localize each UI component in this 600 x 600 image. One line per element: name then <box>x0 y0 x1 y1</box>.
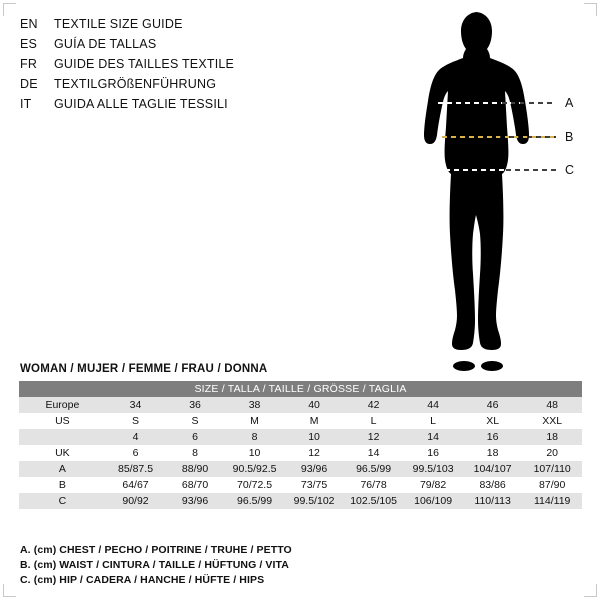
table-row <box>19 397 582 413</box>
cell: S <box>106 413 166 429</box>
table-row <box>19 493 582 509</box>
language-row-it <box>20 94 350 114</box>
cell: L <box>344 413 404 429</box>
corner-mark-bottom-right <box>584 584 597 597</box>
cell: 106/109 <box>403 493 463 509</box>
cell: 16 <box>403 445 463 461</box>
cell: 96.5/99 <box>344 461 404 477</box>
cell: 18 <box>463 445 523 461</box>
cell: 38 <box>225 397 285 413</box>
row-label-us-numeric <box>19 429 106 445</box>
cell: 20 <box>522 445 582 461</box>
table-row <box>19 477 582 493</box>
language-row-fr <box>20 54 350 74</box>
row-label-us: US <box>19 413 106 429</box>
cell: 114/119 <box>522 493 582 509</box>
cell: 110/113 <box>463 493 523 509</box>
cell: 14 <box>403 429 463 445</box>
cell: 34 <box>106 397 166 413</box>
cell: 16 <box>463 429 523 445</box>
cell: 73/75 <box>284 477 344 493</box>
cell: 12 <box>284 445 344 461</box>
cell: 83/86 <box>463 477 523 493</box>
cell: XXL <box>522 413 582 429</box>
table-header-label: SIZE / TALLA / TAILLE / GRÖSSE / TAGLIA <box>19 381 582 397</box>
cell: 10 <box>284 429 344 445</box>
note-a: A. (cm) CHEST / PECHO / POITRINE / TRUHE / PETTO <box>20 544 292 556</box>
row-label-b: B <box>19 477 106 493</box>
cell: XL <box>463 413 523 429</box>
cell: 4 <box>106 429 166 445</box>
cell: 90.5/92.5 <box>225 461 285 477</box>
cell: 6 <box>165 429 225 445</box>
cell: 87/90 <box>522 477 582 493</box>
cell: 6 <box>106 445 166 461</box>
cell: 90/92 <box>106 493 166 509</box>
measure-label-c: C <box>565 163 575 177</box>
cell: 36 <box>165 397 225 413</box>
cell: M <box>284 413 344 429</box>
cell: 99.5/103 <box>403 461 463 477</box>
language-title-de: TEXTILGRÖßENFÜHRUNG <box>54 77 217 91</box>
note-b: B. (cm) WAIST / CINTURA / TAILLE / HÜFTUNG / VITA <box>20 559 289 571</box>
cell: 18 <box>522 429 582 445</box>
language-title-list <box>20 14 350 114</box>
cell: 88/90 <box>165 461 225 477</box>
corner-mark-bottom-left <box>3 584 16 597</box>
language-code-es: ES <box>20 37 38 51</box>
language-title-fr: GUIDE DES TAILLES TEXTILE <box>54 57 235 71</box>
cell: 64/67 <box>106 477 166 493</box>
cell: 46 <box>463 397 523 413</box>
measure-label-a: A <box>565 96 574 110</box>
cell: 42 <box>344 397 404 413</box>
language-row-es <box>20 34 350 54</box>
language-code-de: DE <box>20 77 38 91</box>
cell: S <box>165 413 225 429</box>
measurement-notes <box>20 543 292 588</box>
size-table <box>19 381 582 509</box>
cell: 10 <box>225 445 285 461</box>
row-label-c: C <box>19 493 106 509</box>
table-header-row <box>19 381 582 397</box>
section-caption: WOMAN / MUJER / FEMME / FRAU / DONNA <box>20 363 268 375</box>
cell: 93/96 <box>284 461 344 477</box>
row-label-a: A <box>19 461 106 477</box>
corner-mark-top-left <box>3 3 16 16</box>
table-row <box>19 413 582 429</box>
row-label-europe: Europe <box>19 397 106 413</box>
cell: 107/110 <box>522 461 582 477</box>
language-title-it: GUIDA ALLE TAGLIE TESSILI <box>54 97 228 111</box>
table-row <box>19 445 582 461</box>
table-row <box>19 429 582 445</box>
cell: 102.5/105 <box>344 493 404 509</box>
cell: 85/87.5 <box>106 461 166 477</box>
cell: 79/82 <box>403 477 463 493</box>
cell: 8 <box>225 429 285 445</box>
cell: 14 <box>344 445 404 461</box>
cell: 8 <box>165 445 225 461</box>
cell: 40 <box>284 397 344 413</box>
measure-label-b: B <box>565 130 574 144</box>
cell: 44 <box>403 397 463 413</box>
cell: 93/96 <box>165 493 225 509</box>
cell: 70/72.5 <box>225 477 285 493</box>
cell: L <box>403 413 463 429</box>
language-code-fr: FR <box>20 57 38 71</box>
cell: 99.5/102 <box>284 493 344 509</box>
row-label-uk: UK <box>19 445 106 461</box>
language-code-en: EN <box>20 17 38 31</box>
cell: 96.5/99 <box>225 493 285 509</box>
language-title-en: TEXTILE SIZE GUIDE <box>54 17 183 31</box>
cell: 104/107 <box>463 461 523 477</box>
cell: 48 <box>522 397 582 413</box>
measurement-figure <box>360 6 590 376</box>
language-title-es: GUÍA DE TALLAS <box>54 37 157 51</box>
cell: 12 <box>344 429 404 445</box>
table-row <box>19 461 582 477</box>
language-row-en <box>20 14 350 34</box>
cell: 76/78 <box>344 477 404 493</box>
language-row-de <box>20 74 350 94</box>
language-code-it: IT <box>20 97 32 111</box>
cell: M <box>225 413 285 429</box>
note-c: C. (cm) HIP / CADERA / HANCHE / HÜFTE / HIPS <box>20 574 265 586</box>
cell: 68/70 <box>165 477 225 493</box>
female-silhouette-icon <box>360 6 590 376</box>
size-table-wrapper <box>19 381 582 509</box>
